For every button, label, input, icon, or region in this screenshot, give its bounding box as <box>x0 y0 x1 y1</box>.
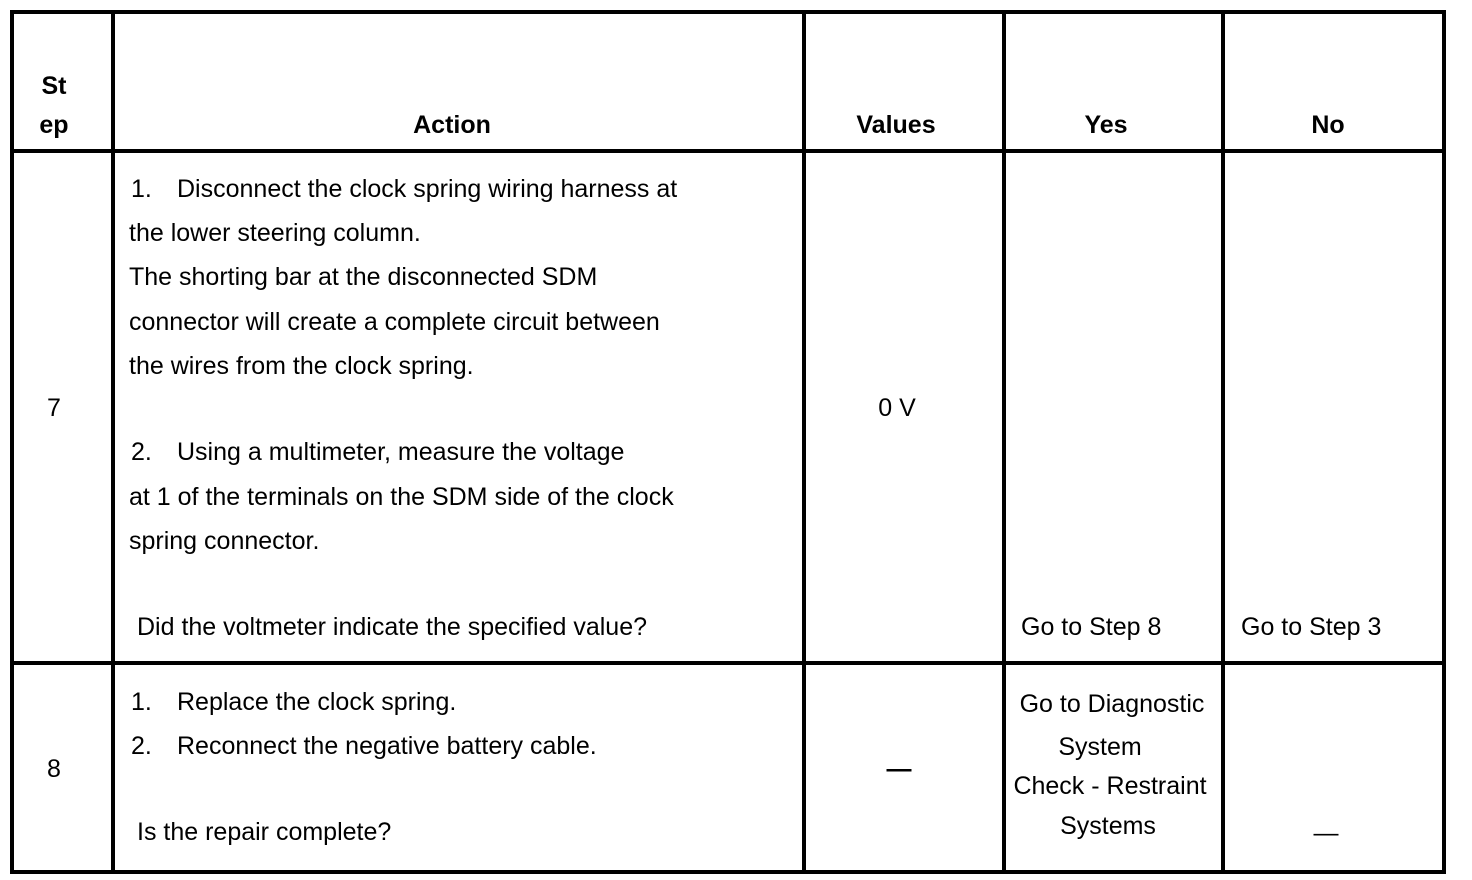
table-border-right <box>1442 10 1446 874</box>
list-number: 1. <box>131 175 152 203</box>
list-number: 1. <box>131 688 152 716</box>
yes-cell: Go to Step 8 <box>1021 613 1162 641</box>
action-text: Disconnect the clock spring wiring harness at <box>177 175 678 203</box>
step-number: 7 <box>47 394 61 422</box>
action-note: connector will create a complete circuit between <box>129 308 660 336</box>
table-border-top <box>10 10 1446 14</box>
action-text: Using a multimeter, measure the voltage <box>177 438 625 466</box>
action-text: the lower steering column. <box>129 219 421 247</box>
row-divider <box>10 661 1446 665</box>
list-number: 2. <box>131 732 152 760</box>
col-divider-step <box>111 10 115 874</box>
action-note: the wires from the clock spring. <box>129 352 474 380</box>
header-step-line1: St <box>41 72 67 100</box>
action-note: The shorting bar at the disconnected SDM <box>129 263 598 291</box>
action-text: at 1 of the terminals on the SDM side of the clock <box>129 483 674 511</box>
col-divider-action <box>802 10 806 874</box>
yes-cell-line: Systems <box>1060 812 1156 840</box>
action-question: Is the repair complete? <box>137 818 392 846</box>
action-item-1 <box>131 174 677 204</box>
action-item-2 <box>131 437 624 467</box>
value-cell: — <box>886 755 912 783</box>
action-item-1 <box>131 687 456 717</box>
action-question: Did the voltmeter indicate the specified value? <box>137 613 648 641</box>
action-item-2 <box>131 731 597 761</box>
no-cell: Go to Step 3 <box>1241 613 1382 641</box>
yes-cell-line: System <box>1058 733 1142 761</box>
header-no: No <box>1311 111 1345 139</box>
action-text: Reconnect the negative battery cable. <box>177 732 597 760</box>
table-border-left <box>10 10 14 874</box>
table-border-bottom <box>10 870 1446 874</box>
yes-cell-line: Check - Restraint <box>1013 772 1207 800</box>
col-divider-yes <box>1221 10 1225 874</box>
header-action: Action <box>413 111 491 139</box>
list-number: 2. <box>131 438 152 466</box>
action-text: spring connector. <box>129 527 320 555</box>
yes-cell-line: Go to Diagnostic <box>1019 690 1205 718</box>
header-divider <box>10 149 1446 153</box>
header-values: Values <box>856 111 936 139</box>
value-cell: 0 V <box>878 394 916 422</box>
no-cell: — <box>1313 819 1339 847</box>
header-step-line2: ep <box>39 111 69 139</box>
action-text: Replace the clock spring. <box>177 688 457 716</box>
col-divider-values <box>1002 10 1006 874</box>
header-yes: Yes <box>1084 111 1128 139</box>
step-number: 8 <box>47 755 61 783</box>
